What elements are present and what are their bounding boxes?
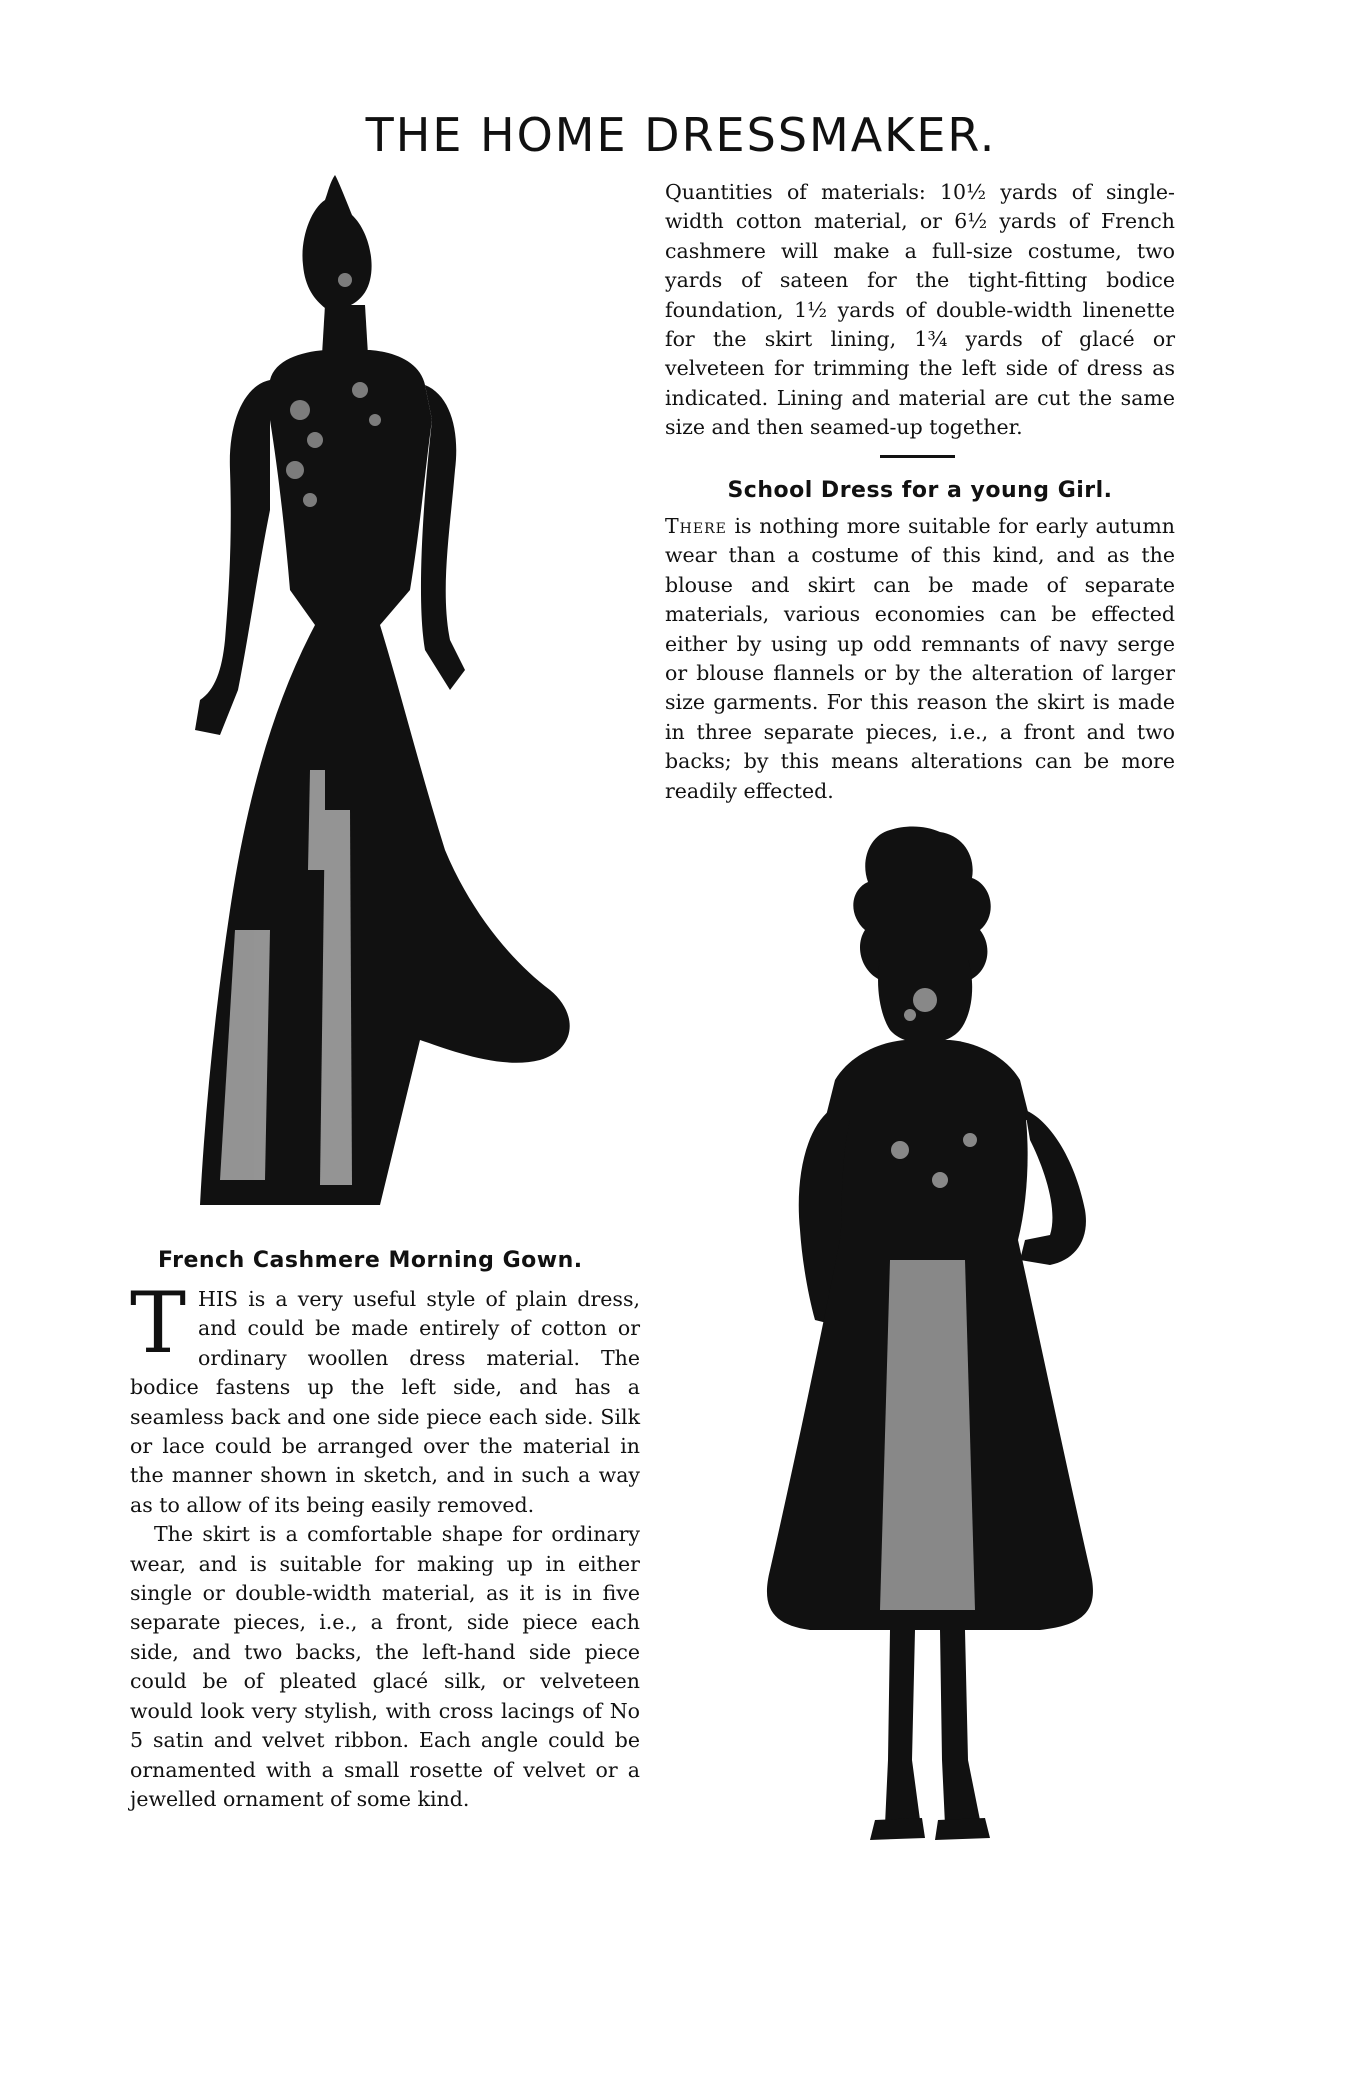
cashmere-gown-para2-text: The skirt is a comfortable shape for ordinary wear, and is suitable for making up in either single or double-width material, as it is in five separate pieces, i.e., a front, side piece each side, and two backs, the left-hand side piece could be of pleated glacé silk, or velveteen would look very stylish, with cross lacings of No 5 satin and velvet ribbon. Each angle could be ornamented with a small rosette of velvet or a jewelled ornament of some kind. <box>130 1522 640 1811</box>
section-divider <box>880 455 955 458</box>
materials-paragraph: Quantities of materials: 10½ yards of single-width cotton material, or 6½ yards of French cashmere will make a full-size costume, two yards of sateen for the tight-fitting bodice foundation, 1½ yards of double-width linenette for the skirt lining, 1¾ yards of glacé or velveteen for trimming the left side of dress as indicated. Lining and material are cut the same size and then seamed-up together. <box>665 180 1175 440</box>
school-dress-heading: School Dress for a young Girl. <box>727 478 1113 503</box>
cashmere-gown-text <box>130 1274 640 1814</box>
cashmere-gown-paragraph-2 <box>130 1520 640 1814</box>
school-dress-illustration <box>740 820 1140 1860</box>
gown-figure-svg <box>120 170 640 1235</box>
lead-word: There <box>665 514 727 538</box>
school-dress-paragraph <box>665 512 1175 806</box>
school-dress-body: is nothing more suitable for early autumn wear than a costume of this kind, and as the blouse and skirt can be made of separate materials, various economies can be effected either by using up odd remnants of navy serge or blouse flannels or by the alteration of larger size garments. For this reason the skirt is made in three separate pieces, i.e., a front and two backs; by this means alterations can be more readily effected. <box>665 514 1175 803</box>
cashmere-gown-heading: French Cashmere Morning Gown. <box>158 1248 583 1273</box>
page-title: THE HOME DRESSMAKER. <box>365 108 997 162</box>
cashmere-gown-para1-text: HIS is a very useful style of plain dress, and could be made entirely of cotton or ordinary woollen dress material. The bodice fastens up the left side, and has a seamless back and one side piece each side. Silk or lace could be arranged over the material in the manner shown in sketch, and in such a way as to allow of its being easily removed. <box>130 1287 640 1517</box>
cashmere-gown-paragraph-1 <box>130 1274 640 1520</box>
drop-cap: T <box>130 1274 187 1372</box>
gown-illustration <box>120 170 640 1235</box>
school-dress-figure-svg <box>740 820 1140 1860</box>
